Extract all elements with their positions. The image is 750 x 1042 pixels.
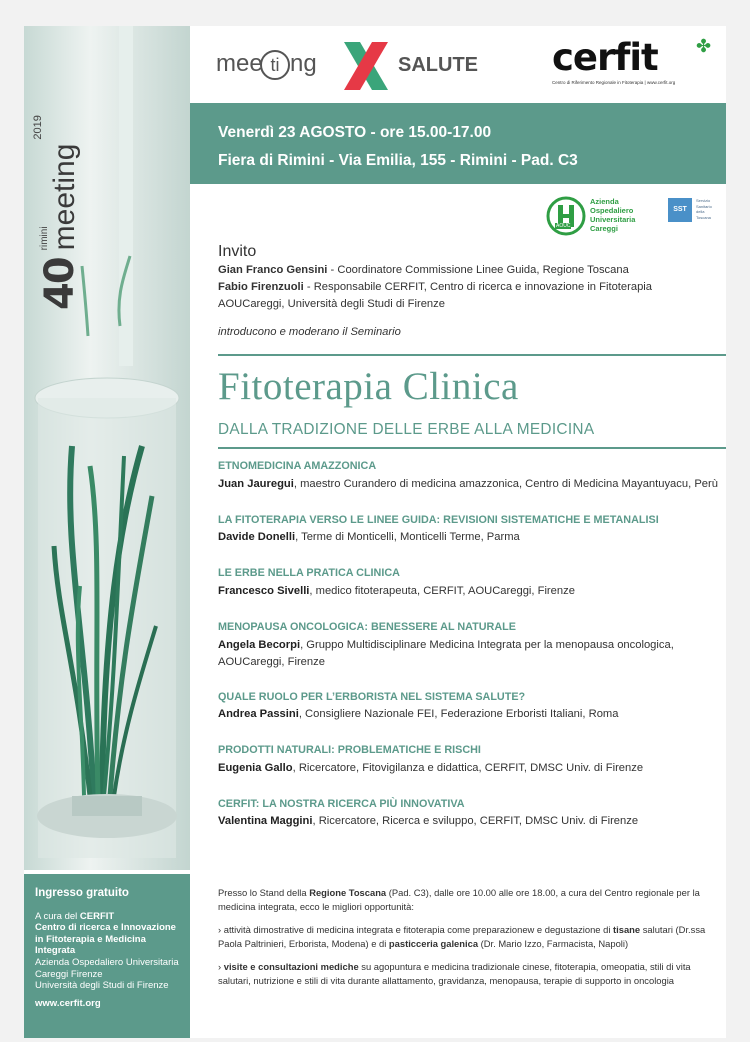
logo-number: 40 xyxy=(37,258,83,310)
aouc-emblem-icon xyxy=(546,196,586,236)
session-topic: QUALE RUOLO PER L’ERBORISTA NEL SISTEMA SALUTE? xyxy=(218,690,526,703)
session-item: MENOPAUSA ONCOLOGICA: BENESSERE AL NATURALE Angela Becorpi, Gruppo Multidisciplinare Medicina Integrata per la menopausa oncologica, AOUCareggi, Firenze xyxy=(218,619,718,672)
info-org-name: Centro di ricerca e Innovazione in Fitoterapia e Medicina Integrata xyxy=(35,922,176,957)
invito-section xyxy=(218,242,718,341)
invito-heading: Invito xyxy=(218,243,257,260)
stand-intro: Presso lo Stand della Regione Toscana (Pad. C3), dalle ore 10.00 alle ore 18.00, a cura del Centro regionale per la medicina integrata, ecco le migliori opportunità: xyxy=(218,887,700,912)
invito-person: Fabio Firenzuoli - Responsabile CERFIT, Centro di ricerca e innovazione in Fitoterapia xyxy=(218,281,652,293)
divider-bottom xyxy=(218,447,726,449)
session-item: ETNOMEDICINA AMAZZONICA Juan Jauregui, maestro Curandero di medicina amazzonica, Centro di Medicina Mayantuyacu, Perù xyxy=(218,460,718,490)
logo-word: meeting xyxy=(48,143,81,251)
session-speaker: Eugenia Gallo xyxy=(218,761,293,774)
plant-photo xyxy=(24,26,190,870)
logo-year: 2019 xyxy=(32,115,44,140)
info-hospital: Azienda Ospedaliero Universitaria Careggi Firenze xyxy=(35,956,179,980)
session-item: CERFIT: LA NOSTRA RICERCA PIÙ INNOVATIVA Valentina Maggini, Ricercatore, Ricerca e sviluppo, CERFIT, DMSC Univ. di Firenze xyxy=(218,796,718,831)
session-topic: MENOPAUSA ONCOLOGICA: BENESSERE AL NATURALE xyxy=(218,621,516,634)
sst-toscana-logo: SST Servizio Sanitario della Toscana xyxy=(668,198,724,226)
session-speaker: Francesco Sivelli xyxy=(218,584,310,597)
session-topic: LA FITOTERAPIA VERSO LE LINEE GUIDA: REVISIONI SISTEMATICHE E METANALISI xyxy=(218,513,659,526)
info-organizer: A cura del CERFIT xyxy=(35,910,115,922)
session-item: PRODOTTI NATURALI: PROBLEMATICHE E RISCHI Eugenia Gallo, Ricercatore, Fitovigilanza e didattica, CERFIT, DMSC Univ. di Firenze xyxy=(218,742,718,777)
cerfit-logo: cerfit ✤ Centro di Riferimento Regionale in Fitoterapia | www.cerfit.org xyxy=(552,36,712,85)
seminar-subtitle: DALLA TRADIZIONE DELLE ERBE ALLA MEDICINA xyxy=(218,421,595,438)
stand-activity-visits: › visite e consultazioni mediche su agopuntura e medicina tradizionale cinese, fitoterapia, omeopatia, stili di vita salutari, nutrizione e stili di vita durante allattamento, gravidanza, menopausa, terapie di supporto in oncologia xyxy=(218,961,691,986)
session-speaker: Davide Donelli xyxy=(218,531,296,544)
event-date: Venerdì 23 AGOSTO - ore 15.00-17.00 xyxy=(218,124,492,141)
salute-label: SALUTE xyxy=(398,54,478,76)
sessions-list xyxy=(218,458,718,850)
x-cross-icon xyxy=(336,36,396,96)
clover-icon: ✤ xyxy=(696,36,712,56)
session-speaker: Valentina Maggini xyxy=(218,815,313,828)
rimini-meeting-2019-logo xyxy=(32,40,88,310)
session-topic: CERFIT: LA NOSTRA RICERCA PIÙ INNOVATIVA xyxy=(218,797,465,810)
event-location: Fiera di Rimini - Via Emilia, 155 - Rimini - Pad. C3 xyxy=(218,152,578,169)
poster xyxy=(24,26,726,1038)
sst-badge: SST xyxy=(668,198,692,222)
session-topic: ETNOMEDICINA AMAZZONICA xyxy=(218,460,377,472)
ti-circle: ti xyxy=(260,50,290,80)
session-speaker: Angela Becorpi xyxy=(218,638,301,651)
event-date-band xyxy=(190,103,726,184)
stand-info xyxy=(218,886,710,998)
info-university: Università degli Studi di Firenze xyxy=(35,980,169,992)
session-item: LE ERBE NELLA PRATICA CLINICA Francesco Sivelli, medico fitoterapeuta, CERFIT, AOUCareggi, Firenze xyxy=(218,565,718,600)
aou-careggi-logo: AOUC Azienda Ospedaliero Universitaria Careggi xyxy=(546,196,646,236)
session-speaker: Juan Jauregui xyxy=(218,477,294,490)
session-item: QUALE RUOLO PER L’ERBORISTA NEL SISTEMA SALUTE? Andrea Passini, Consigliere Nazionale FEI, Federazione Erboristi Italiani, Roma xyxy=(218,689,718,724)
logo-city: rimini xyxy=(39,226,50,251)
cerfit-tagline: Centro di Riferimento Regionale in Fitoterapia | www.cerfit.org xyxy=(552,80,676,85)
meeting-salute-logo: mee ti ng SALUTE xyxy=(216,34,492,96)
session-item: LA FITOTERAPIA VERSO LE LINEE GUIDA: REVISIONI SISTEMATICHE E METANALISI Davide Donelli, Terme di Monticelli, Monticelli Terme, Parma xyxy=(218,512,718,547)
stand-activity-demos: › attività dimostrative di medicina integrata e fitoterapia come preparazionew e degustazione di tisane salutari (Dr.ssa Paola Paltrinieri, Erborista, Modena) e di pasticceria galenica (Dr. Mario Izzo, Farmacista, Napoli) xyxy=(218,924,706,949)
invito-moderation: introducono e moderano il Seminario xyxy=(218,326,401,338)
seminar-title: Fitoterapia Clinica xyxy=(218,365,519,408)
session-topic: PRODOTTI NATURALI: PROBLEMATICHE E RISCHI xyxy=(218,744,481,757)
invito-person: Gian Franco Gensini - Coordinatore Commissione Linee Guida, Regione Toscana xyxy=(218,264,629,276)
session-speaker: Andrea Passini xyxy=(218,708,299,721)
info-title: Ingresso gratuito xyxy=(35,887,129,899)
invito-affiliation: AOUCareggi, Università degli Studi di Firenze xyxy=(218,298,445,310)
session-topic: LE ERBE NELLA PRATICA CLINICA xyxy=(218,567,400,580)
divider-top xyxy=(218,354,726,356)
info-box xyxy=(24,874,190,1038)
info-website-link[interactable]: www.cerfit.org xyxy=(35,997,101,1009)
